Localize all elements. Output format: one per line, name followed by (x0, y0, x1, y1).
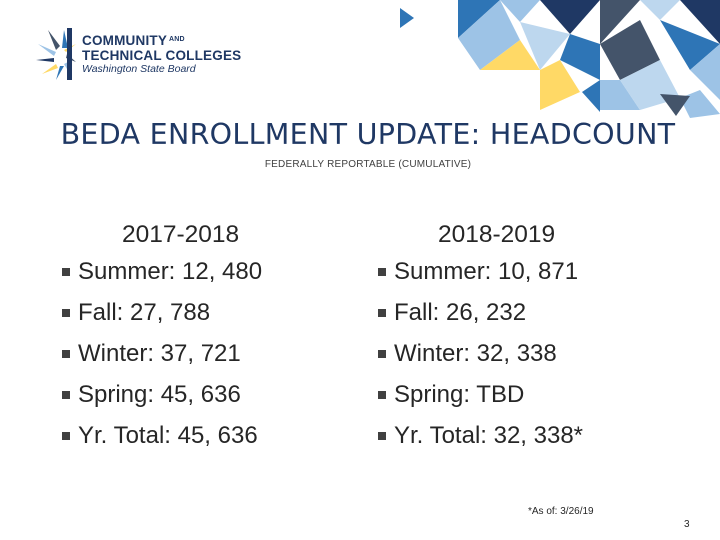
column-heading: 2017-2018 (122, 221, 240, 248)
square-bullet-icon (62, 268, 70, 276)
slide-title: BEDA ENROLLMENT UPDATE: HEADCOUNT (60, 118, 676, 151)
logo-line-technical: TECHNICAL COLLEGES (82, 48, 242, 63)
list-item: Summer: 12, 480 (62, 251, 362, 292)
square-bullet-icon (62, 391, 70, 399)
square-bullet-icon (62, 309, 70, 317)
play-triangle-icon (400, 8, 414, 28)
logo (34, 24, 264, 88)
logo-burst-icon (34, 24, 78, 82)
list-item: Fall: 26, 232 (378, 292, 678, 333)
column-2017-2018 (62, 218, 362, 456)
column-heading: 2018-2019 (438, 221, 556, 248)
square-bullet-icon (378, 309, 386, 317)
footnote: *As of: 3/26/19 (528, 506, 594, 517)
square-bullet-icon (378, 391, 386, 399)
list-item: Summer: 10, 871 (378, 251, 678, 292)
square-bullet-icon (62, 432, 70, 440)
logo-text (82, 32, 241, 76)
square-bullet-icon (378, 268, 386, 276)
logo-line-board: Washington State Board (82, 63, 196, 75)
list-item: Winter: 32, 338 (378, 333, 678, 374)
page-number: 3 (684, 519, 690, 530)
list-item: Spring: 45, 636 (62, 374, 362, 415)
square-bullet-icon (62, 350, 70, 358)
list-item: Yr. Total: 45, 636 (62, 415, 362, 456)
list-item: Fall: 27, 788 (62, 292, 362, 333)
square-bullet-icon (378, 432, 386, 440)
slide-subtitle: FEDERALLY REPORTABLE (CUMULATIVE) (264, 159, 472, 170)
list-item: Spring: TBD (378, 374, 678, 415)
list-item: Yr. Total: 32, 338* (378, 415, 678, 456)
column-2018-2019 (378, 218, 678, 456)
square-bullet-icon (378, 350, 386, 358)
logo-line-community: COMMUNITY $^{AND}$ (82, 33, 185, 48)
list-item: Winter: 37, 721 (62, 333, 362, 374)
